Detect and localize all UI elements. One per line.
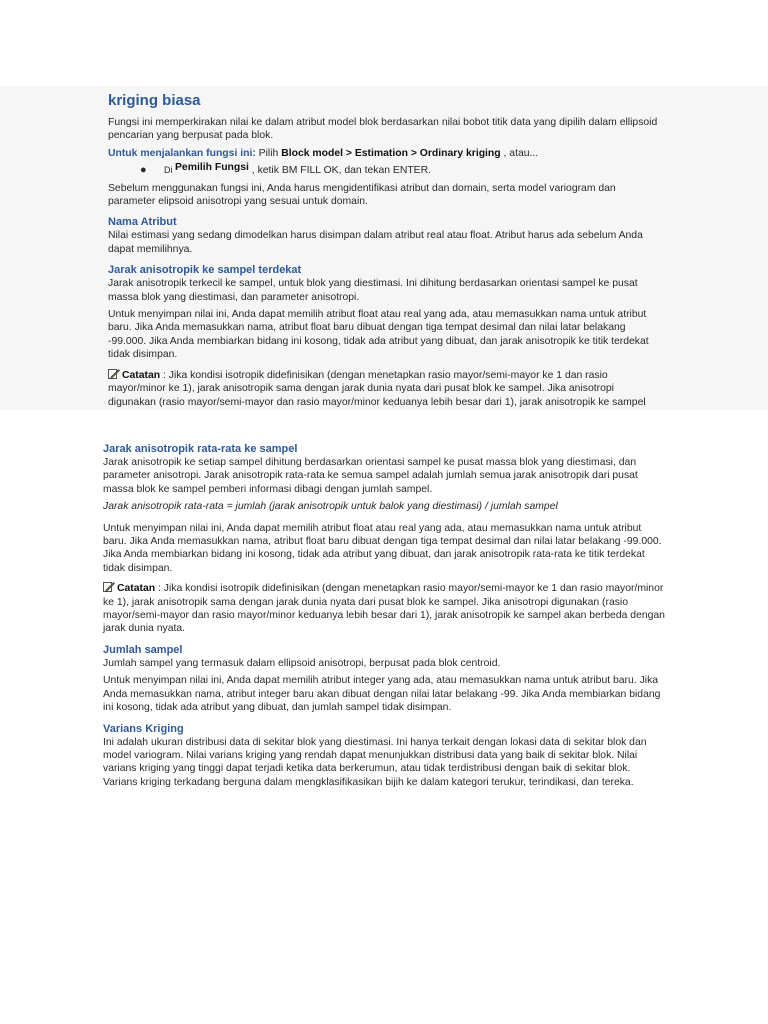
kriging-variance-paragraph: Ini adalah ukuran distribusi data di sekitar blok yang diestimasi. Ini hanya terkait dengan lokasi data di sekitar blok dan model variogram. Nilai varians kriging yang rendah dapat menunjukkan distribusi data yang baik di sekitar blok. Nilai varians kriging yang tinggi dapat terjadi ketika data berkerumun, atau tidak terdistribusi dengan baik di sekitar blok. Varians kriging terkadang berguna dalam mengklasifikasikan bijih ke dalam kategori terukur, terindikasi, dan tereka. <box>103 736 647 788</box>
section-content <box>108 92 663 426</box>
sample-count-paragraph-1: Jumlah sampel yang termasuk dalam ellipsoid anisotropi, berpusat pada blok centroid. <box>103 657 501 669</box>
average-distance-paragraph-1: Jarak anisotropik ke setiap sampel dihitung berdasarkan orientasi sampel ke pusat massa blok yang diestimasi, dan parameter anisotropi. Jarak anisotropik rata-rata ke semua sampel adalah jumlah semua jarak anisotropik dari pusat massa blok ke sampel pemberi informasi dibagi dengan jumlah sampel. <box>103 457 638 495</box>
note-label: Catatan <box>117 583 156 595</box>
function-picker-keyword: Pemilih Fungsi <box>175 162 249 174</box>
bullet-prefix: Di <box>164 165 175 176</box>
heading-average-sample-distance: Jarak anisotropik rata-rata ke sampel <box>103 443 298 455</box>
heading-sample-count: Jumlah sampel <box>103 643 183 656</box>
note-label: Catatan <box>122 369 161 381</box>
document-section-ordinary-kriging <box>0 86 768 410</box>
nearest-distance-paragraph-2: Untuk menyimpan nilai ini, Anda dapat memilih atribut float atau real yang ada, atau memasukkan nama untuk atribut baru. Jika Anda memasukkan nama, atribut float baru dibuat dengan tiga tempat desimal dan nilai latar belakang -99.000. Jika Anda membiarkan bidang ini kosong, tidak ada atribut yang dibuat, dan jarak anisotropik ke titik terdekat tidak disimpan. <box>108 309 649 361</box>
note-text: : Jika kondisi isotropik didefinisikan (dengan menetapkan rasio mayor/semi-mayor ke 1 dan rasio mayor/minor ke 1), jarak anisotropik sama dengan jarak dunia nyata dari pusat blok ke sampel. Jika anisotropi digunakan (rasio mayor/semi-mayor dan rasio mayor/minor keduanya lebih besar dari 1), jarak anisotropik ke sampel <box>108 369 646 408</box>
bullet-icon: ● <box>140 164 147 177</box>
heading-nearest-sample-distance: Jarak anisotropik ke sampel terdekat <box>108 264 302 277</box>
note-paragraph <box>103 581 665 636</box>
before-use-paragraph: Sebelum menggunakan fungsi ini, Anda harus mengidentifikasi atribut dan domain, serta model variogram dan parameter elipsoid anisotropi yang sesuai untuk domain. <box>108 182 616 208</box>
list-item <box>140 164 663 177</box>
attribute-name-paragraph: Nilai estimasi yang sedang dimodelkan harus disimpan dalam atribut real atau float. Atribut harus ada sebelum Anda dapat memilihnya. <box>108 230 643 255</box>
section-content <box>103 442 665 793</box>
run-instruction-suffix: , atau... <box>500 147 539 159</box>
run-instruction-label: Untuk menjalankan fungsi ini: <box>108 147 256 159</box>
document-section-kriging-outputs <box>0 410 768 810</box>
run-instruction <box>108 147 663 160</box>
menu-path: Block model > Estimation > Ordinary kriging <box>281 147 501 159</box>
heading-kriging-variance: Varians Kriging <box>103 722 184 735</box>
intro-paragraph: Fungsi ini memperkirakan nilai ke dalam atribut model blok berdasarkan nilai bobot titik data yang dipilih dalam ellipsoid pencarian yang berpusat pada blok. <box>108 117 658 142</box>
page-title: kriging biasa <box>108 92 201 109</box>
nearest-distance-paragraph-1: Jarak anisotropik terkecil ke sampel, untuk blok yang diestimasi. Ini dihitung berdasarkan orientasi sampel ke pusat massa blok yang diestimasi, dan parameter anisotropi. <box>108 278 638 303</box>
bullet-text: , ketik BM FILL OK, dan tekan ENTER. <box>248 165 432 177</box>
sample-count-paragraph-2: Untuk menyimpan nilai ini, Anda dapat memilih atribut integer yang ada, atau memasukkan nama untuk atribut baru. Jika Anda memasukkan nama, atribut integer baru akan dibuat dengan nilai latar belakang -99. Jika Anda membiarkan bidang ini kosong, tidak ada atribut yang dibuat, dan jumlah sampel tidak disimpan. <box>103 675 661 714</box>
average-distance-formula: Jarak anisotropik rata-rata = jumlah (jarak anisotropik untuk balok yang diestimasi) / jumlah sampel <box>103 501 558 513</box>
run-instruction-text: Pilih <box>255 147 282 159</box>
heading-attribute-name: Nama Atribut <box>108 216 177 229</box>
note-pencil-icon <box>103 581 115 592</box>
note-pencil-icon <box>108 368 120 379</box>
average-distance-paragraph-2: Untuk menyimpan nilai ini, Anda dapat memilih atribut float atau real yang ada, atau memasukkan nama untuk atribut baru. Jika Anda memasukkan nama, atribut float baru dibuat dengan tiga tempat desimal dan nilai latar belakang -99.000. Jika Anda membiarkan bidang ini kosong, tidak ada atribut yang dibuat, dan jarak anisotropik rata-rata ke titik terdekat tidak disimpan. <box>103 522 662 574</box>
note-text: : Jika kondisi isotropik didefinisikan (dengan menetapkan rasio mayor/semi-mayor ke 1 dan rasio mayor/minor ke 1), jarak anisotropik sama dengan jarak dunia nyata dari pusat blok ke sampel. Jika anisotropi digunakan (rasio mayor/semi-mayor dan rasio mayor/minor keduanya lebih besar dari 1), jarak anisotropik ke sampel akan berbeda dengan jarak dunia nyata. <box>103 583 665 635</box>
